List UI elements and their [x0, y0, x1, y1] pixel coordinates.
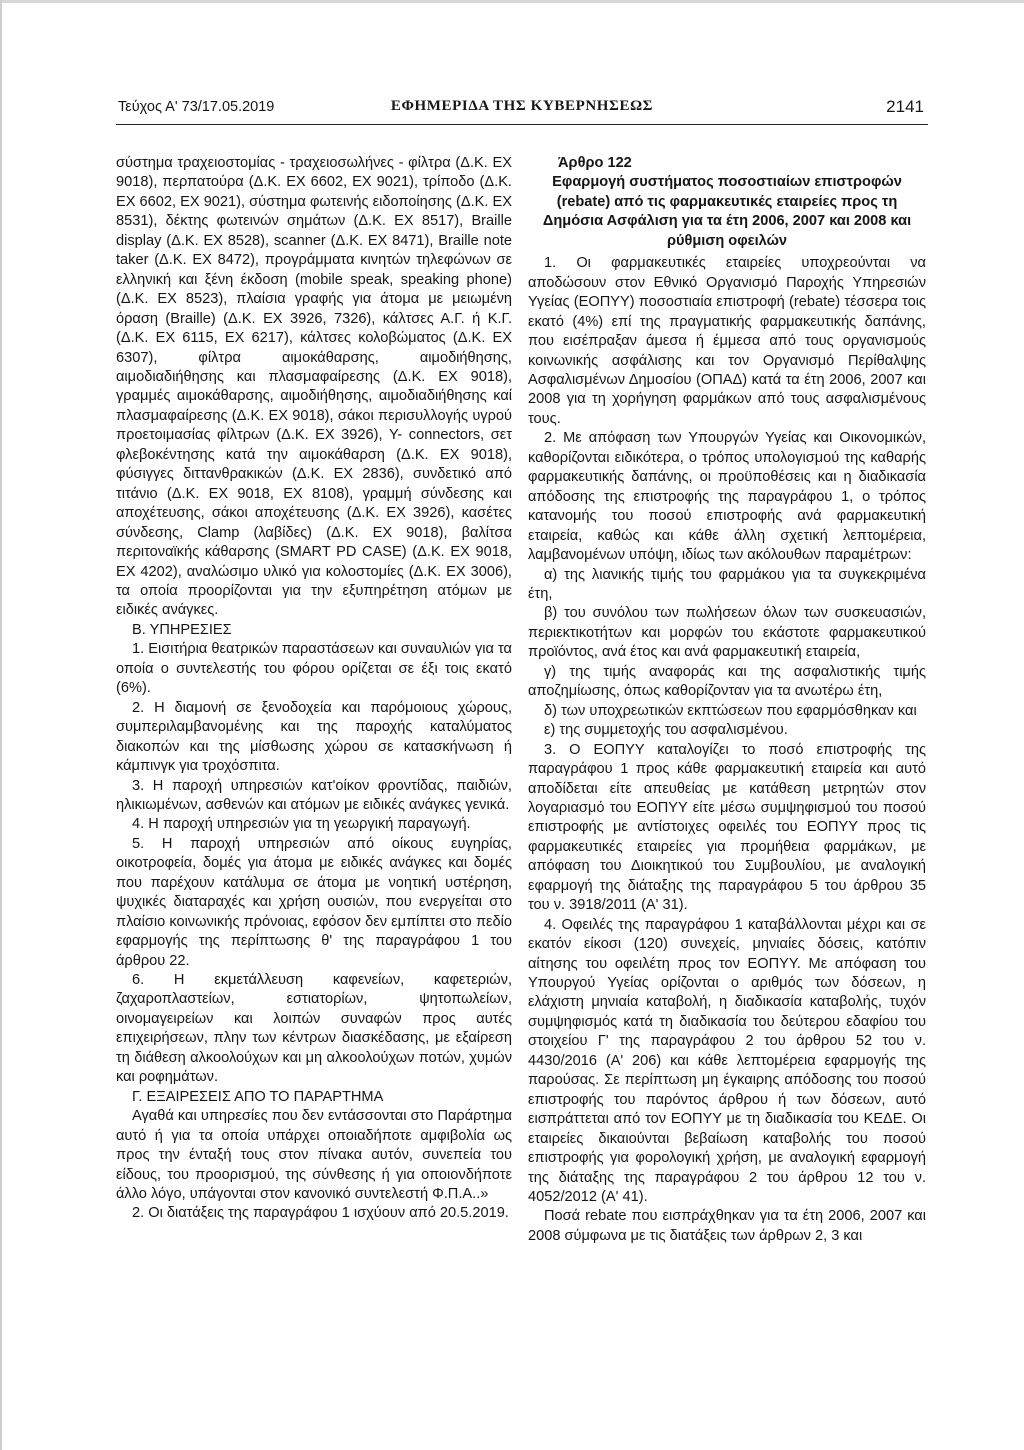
paragraph: 1. Οι φαρμακευτικές εταιρείες υποχρεούνται να αποδώσουν στον Εθνικό Οργανισμό Παροχής Υπηρεσιών Υγείας (ΕΟΠΥΥ) ποσοστιαία επιστροφή (rebate) τέσσερα τοις εκατό (4%) επί της πραγματικής φαρμακευτικής δαπάνης, που εισέπραξαν άμεσα ή έμμεσα από τους οργανισμούς κοινωνικής ασφάλισης και τον Οργανισμό Περίθαλψης Ασφαλισμένων Δημοσίου (ΟΠΑΔ) κατά τα έτη 2006, 2007 και 2008 για τη χορήγηση φαρμάκων από τους ασφαλισμένους τους. — [528, 255, 926, 427]
page-number: 2141 — [886, 97, 924, 116]
paragraph: 4. Οφειλές της παραγράφου 1 καταβάλλονται μέχρι και σε εκατόν είκοσι (120) συνεχείς, μηνιαίες δόσεις, κατόπιν αίτησης του οφειλέτη προς τον ΕΟΠΥΥ. Με απόφαση του Υπουργού Υγείας ορίζονται ο αριθμός των δόσεων, η ελάχιστη μηνιαία καταβολή, η διαδικασία καταβολής, τυχόν συμψηφισμός κατά τη διαδικασία του δεύτερου εδαφίου του στοιχείου Γ' της παραγράφου 2 του άρθρου 52 του ν. 4430/2016 (Α' 206) και κάθε λεπτομέρεια εφαρμογής της παρούσας. Σε περίπτωση μη έγκαιρης απόδοσης του ποσού επιστροφής του παρόντος άρθρου ή των δόσεων, αυτό εισπράττεται από τον ΕΟΠΥΥ με τη διαδικασία του ΚΕΔΕ. Οι εταιρείες δικαιούνται βεβαίωση καταβολής του ποσού επιστροφής για φορολογική χρήση, με αναλογική εφαρμογή της διάταξης της παραγράφου 2 του άρθρου 12 του ν. 4052/2012 (Α' 41). — [528, 916, 926, 1206]
paragraph: 2. Η διαμονή σε ξενοδοχεία και παρόμοιους χώρους, συμπεριλαμβανομένης και της παροχής καταλύματος διακοπών και της μίσθωσης χώρου σε κατασκήνωση ή κάμπινγκ για τροχόσπιτα. — [116, 699, 512, 775]
article-title: Εφαρμογή συστήματος ποσοστιαίων επιστροφών (rebate) από τις φαρμακευτικές εταιρείες προς τη Δημόσια Ασφάλιση για τα έτη 2006, 2007 και 2008 και ρύθμιση οφειλών — [542, 174, 912, 249]
paragraph: 2. Με απόφαση των Υπουργών Υγείας και Οικονομικών, καθορίζονται ειδικότερα, ο τρόπος υπολογισμού της καθαρής φαρμακευτικής δαπάνης, οι προϋποθέσεις και η διαδικασία απόδοσης της επιστροφής της παραγράφου 1, ο τρόπος κατανομής του ποσού επιστροφής ανά φαρμακευτική εταιρεία, καθώς και κάθε άλλη σχετική λεπτομέρεια, λαμβανομένων υπόψη, ιδίως των ακόλουθων παραμέτρων: — [528, 430, 926, 564]
right-column — [528, 154, 926, 1246]
paragraph: σύστημα τραχειοστομίας - τραχειοσωλήνες - φίλτρα (Δ.Κ. ΕΧ 9018), περπατούρα (Δ.Κ. ΕΧ 6602, ΕΧ 9021), τρίποδο (Δ.Κ. ΕΧ 6602, ΕΧ 9021), σύστημα φωτεινής ειδοποίησης (Δ.Κ. ΕΧ 8531), δέκτης φωτεινών σημάτων (Δ.Κ. ΕΧ 8517), Braille display (Δ.Κ. ΕΧ 8528), scanner (Δ.Κ. ΕΧ 8471), Braille note taker (Δ.Κ. ΕΧ 8472), προγράμματα κινητών τηλεφώνων σε ελληνική και ξένη έκδοση (mobile speak, speaking phone) (Δ.Κ. ΕΧ 8523), πλαίσια γραφής για άτομα με μειωμένη όραση (Braille) (Δ.Κ. ΕΧ 3926, 7326), κάλτσες Α.Γ. ή Κ.Γ. (Δ.Κ. ΕΧ 6115, ΕΧ 6217), κάλτσες κολοβώματος (Δ.Κ. ΕΧ 6307), φίλτρα αιμοκάθαρσης, αιμοδιήθησης, αιμοδιαδιήθησης και πλασμαφαίρεσης (Δ.Κ. ΕΧ 9018), γραμμές αιμοκάθαρσης, αιμοδιήθησης, αιμοδιαδιήθησης καί πλασμαφαίρεσης (Δ.Κ. ΕΧ 9018), σάκοι περισυλλογής υγρού προετοιμασίας φίλτρων (Δ.Κ. ΕΧ 3926), Y- connectors, σετ φλεβοκέντησης κατά την αιμοκάθαρση (Δ.Κ. ΕΧ 9018), φύσιγγες διττανθρακικών (Δ.Κ. ΕΧ 2836), συνδετικό από τιτάνιο (Δ.Κ. ΕΧ 9018, ΕΧ 8108), γραμμή σύνδεσης και αποχέτευσης, σάκοι αποχέτευσης (Δ.Κ. ΕΧ 3926), κασέτες σύνδεσης, Clamp (λαβίδες) (Δ.Κ. ΕΧ 9018), βαλίτσα περιτοναϊκής κάθαρσης (SMART PD CASE) (Δ.Κ. ΕΧ 9018, ΕΧ 4202), αναλώσιμο υλικό για κολοστομίες (Δ.Κ. ΕΧ 3006), τα οποία προορίζονται για την εξυπηρέτηση ατόμων με ειδικές ανάγκες. — [116, 155, 512, 619]
paragraph: α) της λιανικής τιμής του φαρμάκου για τα συγκεκριμένα έτη, — [528, 566, 926, 602]
section-heading: Γ. ΕΞΑΙΡΕΣΕΙΣ ΑΠΟ ΤΟ ΠΑΡΑΡΤΗΜΑ — [132, 1088, 384, 1105]
article-number: Άρθρο 122 — [558, 155, 632, 171]
paragraph: 1. Εισιτήρια θεατρικών παραστάσεων και συναυλιών για τα οποία ο συντελεστής του φόρου ορίζεται σε έξι τοις εκατό (6%). — [116, 641, 512, 697]
paragraph: Ποσά rebate που εισπράχθηκαν για τα έτη 2006, 2007 και 2008 σύμφωνα με τις διατάξεις των άρθρων 2, 3 και — [528, 1208, 926, 1244]
left-column — [116, 154, 512, 1224]
paragraph: 2. Οι διατάξεις της παραγράφου 1 ισχύουν από 20.5.2019. — [132, 1205, 509, 1222]
page-header — [116, 96, 928, 125]
scan-edge-top — [0, 0, 1024, 3]
scan-edge-left — [0, 0, 2, 1450]
paragraph: Αγαθά και υπηρεσίες που δεν εντάσσονται στο Παράρτημα αυτό ή για τα οποία υπάρχει οποιαδήποτε αμφιβολία ως προς την ένταξή τους στον πίνακα αυτόν, συνεπεία του είδους, του προορισμού, της σύνθεσης ή για οποιονδήποτε άλλο λόγο, υπάγονται στον κανονικό συντελεστή Φ.Π.Α..» — [116, 1108, 512, 1203]
article-heading — [528, 154, 926, 251]
journal-title: ΕΦΗΜΕΡΙΔΑ ΤΗΣ ΚΥΒΕΡΝΗΣΕΩΣ — [390, 98, 654, 114]
paragraph: β) του συνόλου των πωλήσεων όλων των συσκευασιών, περιεκτικοτήτων και μορφών του εκάστοτε φαρμακευτικού προϊόντος, ανά έτος και ανά φαρμακευτική εταιρεία, — [528, 605, 926, 661]
paragraph: 3. Ο ΕΟΠΥΥ καταλογίζει το ποσό επιστροφής της παραγράφου 1 προς κάθε φαρμακευτική εταιρεία και αυτό αποδίδεται είτε απευθείας με κατάθεση μετρητών στον λογαριασμό του ΕΟΠΥΥ είτε μέσω συμψηφισμού του ποσού επιστροφής με αντίστοιχες οφειλές του ΕΟΠΥΥ προς τις φαρμακευτικές εταιρείες για προμήθεια φαρμάκων, με απόφαση του Διοικητικού του Συμβουλίου, με αναλογική εφαρμογή της διάταξης της παραγράφου 5 του άρθρου 35 του ν. 3918/2011 (Α' 31). — [528, 741, 926, 914]
paragraph: γ) της τιμής αναφοράς και της ασφαλιστικής τιμής αποζημίωσης, όπως καθορίζονταν για τα ανωτέρω έτη, — [528, 663, 926, 700]
paragraph: 3. Η παροχή υπηρεσιών κατ'οίκον φροντίδας, παιδιών, ηλικιωμένων, ασθενών και ατόμων με ειδικές ανάγκες γενικά. — [116, 777, 512, 813]
section-heading: Β. ΥΠΗΡΕΣΙΕΣ — [132, 621, 232, 638]
paragraph: ε) της συμμετοχής του ασφαλισμένου. — [544, 722, 788, 739]
issue-label: Τεύχος Α' 73/17.05.2019 — [118, 99, 275, 115]
paragraph: 4. Η παροχή υπηρεσιών για τη γεωργική παραγωγή. — [132, 816, 471, 833]
paragraph: 5. Η παροχή υπηρεσιών από οίκους ευγηρίας, οικοτροφεία, δομές για άτομα με ειδικές ανάγκες και δομές που παρέχουν κατάλυμα σε άτομα με νοητική υστέρηση, ψυχικές διαταραχές και χρήση ουσιών, που ενεργείται στο πλαίσιο κοινωνικής πρόνοιας, εφόσον δεν εμπίπτει στο πεδίο εφαρμογής της περίπτωσης θ' της παραγράφου 1 του άρθρου 22. — [116, 835, 512, 969]
paragraph: 6. Η εκμετάλλευση καφενείων, καφετεριών, ζαχαροπλαστείων, εστιατορίων, ψητοπωλείων, οινομαγειρείων και λοιπών συναφών προς αυτές επιχειρήσεων, πλην των κέντρων διασκέδασης, με εξαίρεση τη διάθεση αλκοολούχων και μη αλκοολούχων ποτών, χυμών και ροφημάτων. — [116, 972, 512, 1086]
paragraph: δ) των υποχρεωτικών εκπτώσεων που εφαρμόσθηκαν και — [544, 702, 917, 719]
